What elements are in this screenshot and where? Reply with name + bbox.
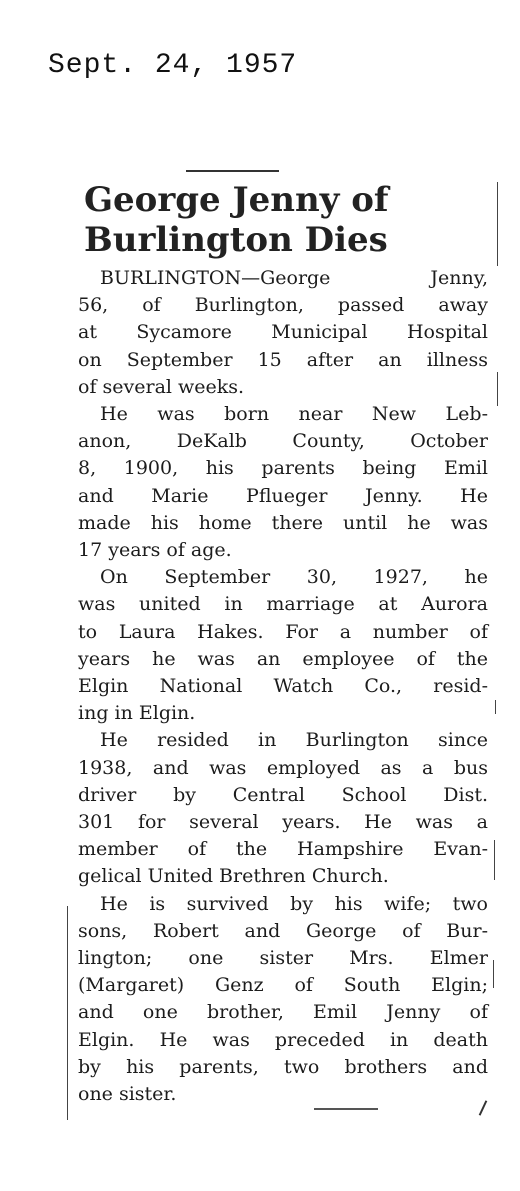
text-line: on September 15 after an illness xyxy=(78,348,488,371)
paragraph-death-notice xyxy=(78,265,488,401)
text-line: member of the Hampshire Evan- xyxy=(78,838,488,861)
clipping-edge-mark xyxy=(493,960,494,988)
text-line: He was born near New Leb- xyxy=(100,403,488,426)
text-line: and Marie Pflueger Jenny. He xyxy=(78,484,488,507)
paragraph-survivors xyxy=(78,891,488,1109)
text-line: He is survived by his wife; two xyxy=(100,892,488,915)
text-line: to Laura Hakes. For a number of xyxy=(78,620,488,643)
article-body xyxy=(78,265,488,1108)
clipping-edge-mark xyxy=(497,372,498,406)
text-line: one sister. xyxy=(78,1083,177,1106)
clipping-date: Sept. 24, 1957 xyxy=(48,50,298,81)
text-line: gelical United Brethren Church. xyxy=(78,865,389,888)
text-line: lington; one sister Mrs. Elmer xyxy=(78,947,488,970)
clipping-edge-mark xyxy=(497,182,498,266)
text-line: 1938, and was employed as a bus xyxy=(78,756,488,779)
text-line: at Sycamore Municipal Hospital xyxy=(78,321,488,344)
text-line: He resided in Burlington since xyxy=(100,729,488,752)
text-line: and one brother, Emil Jenny of xyxy=(78,1001,488,1024)
headline-line-2: Burlington Dies xyxy=(84,220,388,260)
paragraph-birth xyxy=(78,401,488,564)
text-line: made his home there until he was xyxy=(78,511,488,534)
text-line: driver by Central School Dist. xyxy=(78,783,488,806)
text-line: anon, DeKalb County, October xyxy=(78,430,488,453)
text-line: of several weeks. xyxy=(78,375,245,398)
text-line: 17 years of age. xyxy=(78,539,232,562)
headline xyxy=(84,180,484,260)
clipping-edge-mark xyxy=(495,700,496,714)
text-line: 301 for several years. He was a xyxy=(78,811,488,834)
bottom-divider-rule xyxy=(314,1108,378,1110)
headline-line-1: George Jenny of xyxy=(84,180,389,220)
text-line: by his parents, two brothers and xyxy=(78,1055,488,1078)
text-line: 56, of Burlington, passed away xyxy=(78,294,488,317)
text-line: ing in Elgin. xyxy=(78,702,196,725)
top-divider-rule xyxy=(186,170,279,172)
text-line: sons, Robert and George of Bur- xyxy=(78,919,488,942)
paragraph-residence xyxy=(78,727,488,890)
text-line: years he was an employee of the xyxy=(78,647,488,670)
clipping-edge-mark xyxy=(67,906,68,1120)
text-line: Elgin. He was preceded in death xyxy=(78,1028,488,1051)
text-line: On September 30, 1927, he xyxy=(100,566,488,589)
text-line: was united in marriage at Aurora xyxy=(78,593,488,616)
clipping-edge-mark xyxy=(494,840,495,880)
text-line: Elgin National Watch Co., resid- xyxy=(78,675,488,698)
text-line: BURLINGTON—George Jenny, xyxy=(100,267,488,289)
text-line: 8, 1900, his parents being Emil xyxy=(78,457,488,480)
text-line: (Margaret) Genz of South Elgin; xyxy=(78,974,488,997)
paragraph-marriage xyxy=(78,564,488,727)
